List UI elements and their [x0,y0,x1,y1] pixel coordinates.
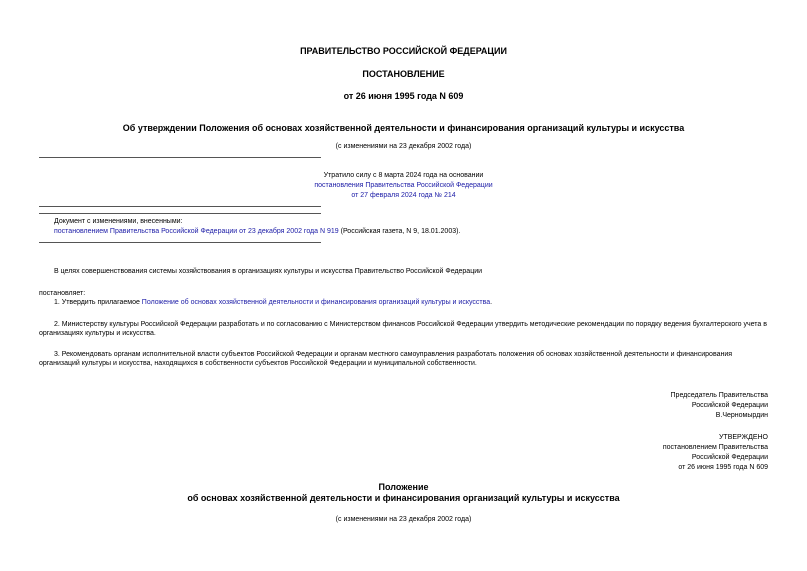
signature-position: Председатель Правительства [670,392,768,399]
signature-country: Российской Федерации [691,402,768,409]
item-1-suffix: . [490,299,493,306]
item-3: 3. Рекомендовать органам исполнительной власти субъектов Российской Федерации и органам местного самоуправления разработать положения об основах хозяйственной деятельности и финансирования организаций культуры и искусства, находящихся в собственности субъектов Российской Федерации и муниципальной собственности. [39,351,733,367]
approved-by: постановлением Правительства [662,444,768,451]
document-amended-note: (с изменениями на 23 декабря 2002 года) [335,143,472,150]
divider [39,213,321,214]
document-title: Об утверждении Положения об основах хозяйственной деятельности и финансирования организаций культуры и искусства [122,123,685,133]
regulation-title: Положение [378,482,429,492]
approved-label: УТВЕРЖДЕНО [718,434,768,441]
expired-notice-text: Утратило силу с 8 марта 2024 года на основании [323,172,484,179]
resolves-text: постановляет: [39,290,86,297]
item-2: 2. Министерству культуры Российской Федерации разработать и по согласованию с Министерством финансов Российской Федерации утвердить методические рекомендации по порядку ведения бухгалтерского учета в организациях культуры и искусства. [39,321,767,337]
expired-notice-link-line2[interactable]: от 27 февраля 2024 года № 214 [351,192,456,199]
document-date-number: от 26 июня 1995 года N 609 [343,91,464,101]
divider [39,242,321,243]
item-1-link[interactable]: Положение об основах хозяйственной деятельности и финансирования организаций культуры и искусства [141,299,491,306]
item-1 [54,298,492,307]
changes-notice-link[interactable]: постановлением Правительства Российской Федерации от 23 декабря 2002 года N 919 [54,228,339,235]
approved-date: от 26 июня 1995 года N 609 [678,464,768,471]
regulation-amended-note: (с изменениями на 23 декабря 2002 года) [335,516,472,523]
changes-notice-line [54,227,460,236]
signature-name: В.Черномырдин [715,412,768,419]
government-heading: ПРАВИТЕЛЬСТВО РОССИЙСКОЙ ФЕДЕРАЦИИ [300,46,507,56]
changes-notice-source: (Российская газета, N 9, 18.01.2003). [338,228,461,235]
divider [39,157,321,158]
preamble-text: В целях совершенствования системы хозяйствования в организациях культуры и искусства Правительство Российской Федерации [54,268,483,275]
expired-notice-link-line1[interactable]: постановления Правительства Российской Федерации [314,182,493,189]
divider [39,206,321,207]
regulation-subtitle: об основах хозяйственной деятельности и финансирования организаций культуры и искусства [187,493,620,503]
document-type-heading: ПОСТАНОВЛЕНИЕ [362,69,445,79]
changes-notice-intro: Документ с изменениями, внесенными: [54,218,183,225]
approved-country: Российской Федерации [691,454,768,461]
item-1-prefix: 1. Утвердить прилагаемое [54,299,142,306]
